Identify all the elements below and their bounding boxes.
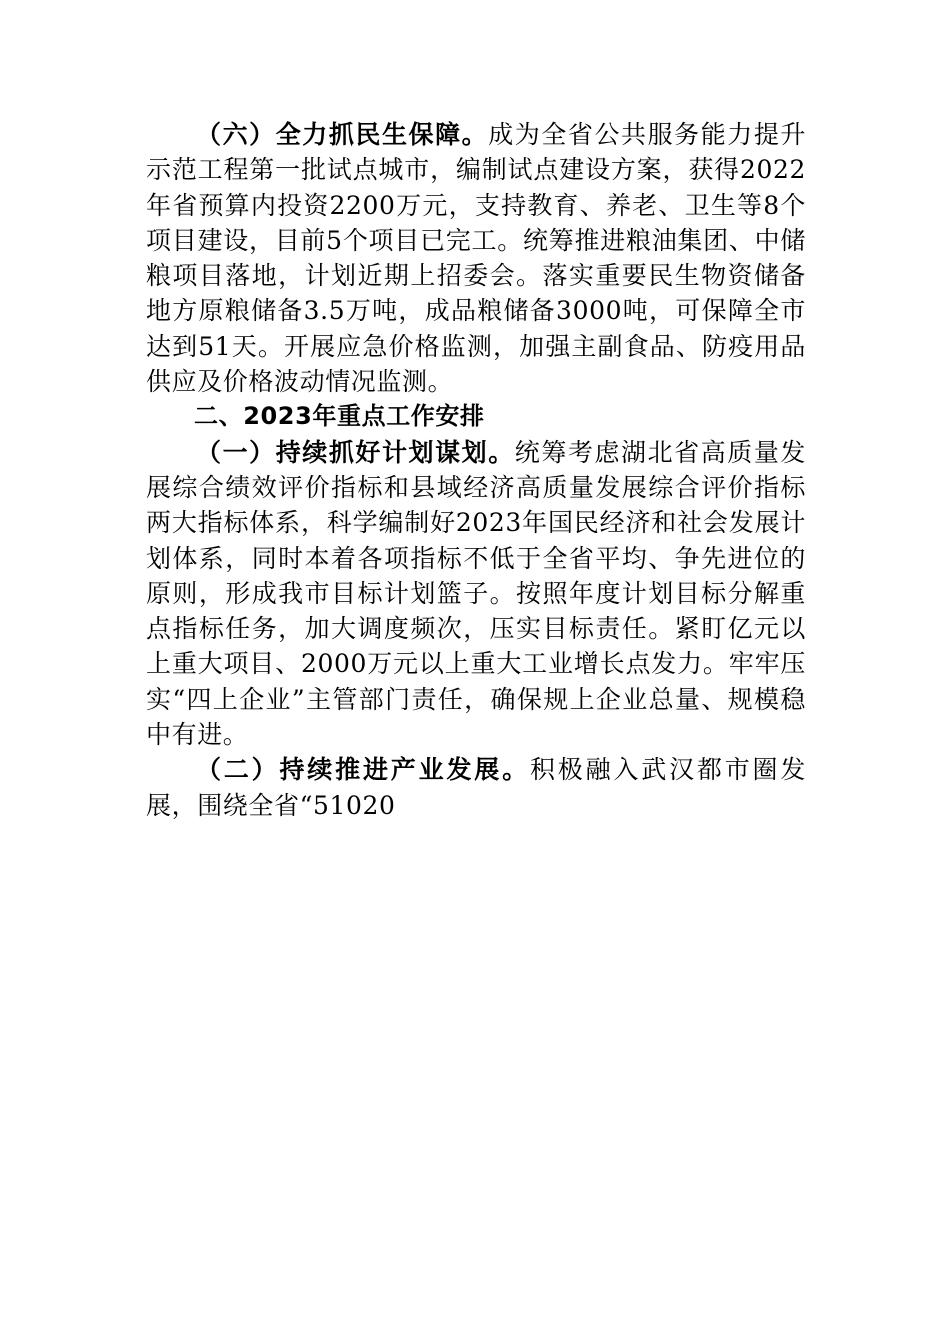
- paragraph-text: 成为全省公共服务能力提升示范工程第一批试点城市，编制试点建设方案，获得2022年省预算内投资2200万元，支持教育、养老、卫生等8个项目建设，目前5个项目已完工。统筹推进粮油集团、中储粮项目落地，计划近期上招委会。落实重要民生物资储备地方原粮储备3.5万吨，成品粮储备3000吨，可保障全市达到51天。开展应急价格监测，加强主副食品、防疫用品供应及价格波动情况监测。: [146, 120, 806, 397]
- paragraph-lead: （六）全力抓民生保障。: [196, 120, 489, 149]
- paragraph-text: 统筹考虑湖北省高质量发展综合绩效评价指标和县域经济高质量发展综合评价指标两大指标体系，科学编制好2023年国民经济和社会发展计划体系，同时本着各项指标不低于全省平均、争先进位的原则，形成我市目标计划篮子。按照年度计划目标分解重点指标任务，加大调度频次，压实目标责任。紧盯亿元以上重大项目、2000万元以上重大工业增长点发力。牢牢压实“四上企业”主管部门责任，确保规上企业总量、规模稳中有进。: [146, 437, 806, 750]
- paragraph-lead: （一）持续抓好计划谋划。: [196, 437, 515, 467]
- paragraph-text: 积极融入武汉都市圈发展，围绕全省“51020: [146, 755, 806, 820]
- document-body: [146, 117, 806, 823]
- paragraph-lead: （二）持续推进产业发展。: [196, 755, 530, 785]
- paragraph-industry-development: [146, 752, 806, 823]
- section-heading: 二、2023年重点工作安排: [194, 402, 485, 431]
- paragraph-planning: [146, 435, 806, 753]
- paragraph-livelihood-guarantee: [146, 117, 806, 399]
